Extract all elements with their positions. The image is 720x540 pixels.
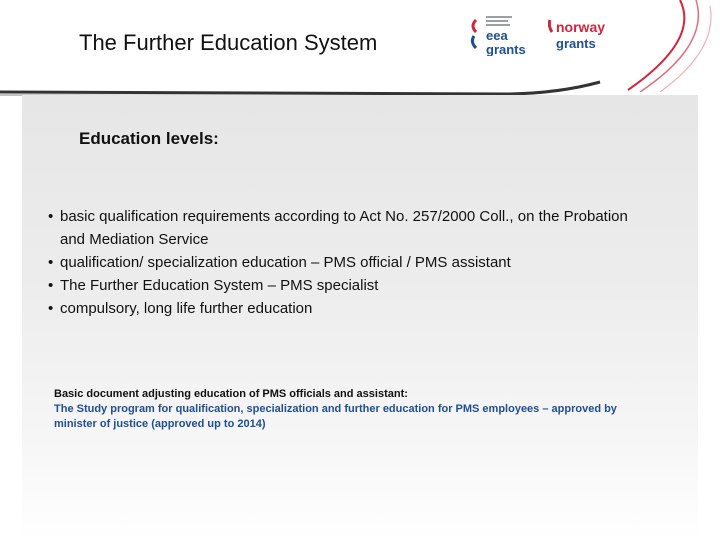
svg-text:grants: grants [486, 42, 526, 56]
svg-text:norway: norway [556, 19, 606, 35]
section-heading: Education levels: [79, 129, 219, 148]
bullet-icon: • [48, 254, 54, 271]
list-item [48, 205, 648, 251]
bullet-icon: • [48, 277, 54, 294]
list-item [48, 274, 648, 297]
eea-grants-logo [468, 12, 534, 56]
list-item [48, 251, 648, 274]
list-item [48, 297, 648, 320]
list-item-text: basic qualification requirements according to Act No. 257/2000 Coll., on the Probation and Mediation Service [60, 208, 628, 248]
note-document-reference: The Study program for qualification, specialization and further education for PMS employees – approved by minister of justice (approved up to 2014) [54, 403, 617, 430]
bullet-list [48, 205, 648, 320]
list-item-text: qualification/ specialization education – PMS official / PMS assistant [60, 254, 511, 271]
list-item-text: The Further Education System – PMS specialist [60, 277, 379, 294]
svg-text:eea: eea [486, 28, 508, 43]
norway-grants-logo [548, 12, 614, 56]
list-item-text: compulsory, long life further education [60, 300, 313, 317]
svg-text:grants: grants [556, 36, 596, 51]
panel-right-margin [698, 95, 720, 540]
note-heading: Basic document adjusting education of PMS officials and assistant: [54, 388, 408, 400]
bullet-icon: • [48, 300, 54, 317]
reference-note [54, 387, 654, 432]
slide-title: The Further Education System [79, 30, 378, 55]
bullet-icon: • [48, 208, 54, 225]
